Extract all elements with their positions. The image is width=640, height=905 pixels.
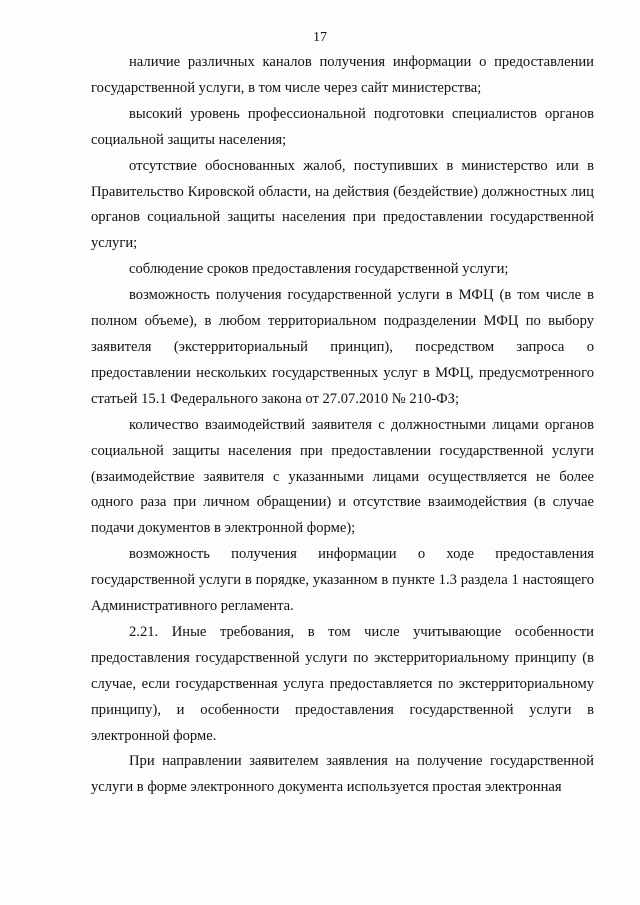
paragraph: возможность получения государственной услуги в МФЦ (в том числе в полном объеме), в любом территориальном подразделении МФЦ по выбору заявителя (экстерриториальный принцип), посредством запроса о предоставлении нескольких государственных услуг в МФЦ, предусмотренного статьей 15.1 Федерального закона от 27.07.2010 № 210-ФЗ;: [91, 287, 594, 407]
paragraph: наличие различных каналов получения информации о предоставлении государственной услуги, в том числе через сайт министерства;: [91, 54, 594, 96]
paragraph: соблюдение сроков предоставления государственной услуги;: [129, 261, 509, 278]
paragraph: отсутствие обоснованных жалоб, поступивших в министерство или в Правительство Кировской области, на действия (бездействие) должностных лиц органов социальной защиты населения при предоставлении государственной услуги;: [91, 157, 594, 252]
document-body: [91, 50, 594, 801]
page-number: 17: [313, 30, 327, 45]
paragraph: При направлении заявителем заявления на получение государственной услуги в форме электронного документа используется простая электронная: [91, 753, 594, 796]
paragraph: высокий уровень профессиональной подготовки специалистов органов социальной защиты населения;: [91, 105, 594, 148]
paragraph: 2.21. Иные требования, в том числе учитывающие особенности предоставления государственной услуги по экстерриториальному принципу (в случае, если государственная услуга предоставляется по экстерриториальному принципу), и особенности предоставления государственной услуги в электронной форме.: [91, 623, 594, 744]
paragraph: количество взаимодействий заявителя с должностными лицами органов социальной защиты населения при предоставлении государственной услуги (взаимодействие заявителя с указанными лицами осуществляется не более одного раза при личном обращении) и отсутствие взаимодействия (в случае подачи документов в электронной форме);: [91, 416, 594, 537]
paragraph: возможность получения информации о ходе предоставления государственной услуги в порядке, указанном в пункте 1.3 раздела 1 настоящего Административного регламента.: [91, 546, 594, 615]
